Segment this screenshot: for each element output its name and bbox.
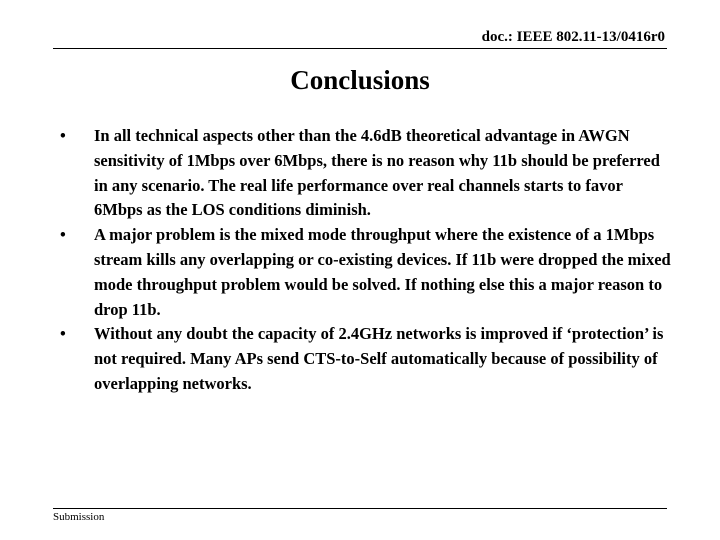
bullet-text: A major problem is the mixed mode throughput where the existence of a 1Mbps stream kills any overlapping or co-existing devices. If 11b were dropped the mixed mode throughput problem would be solved. If nothing else this a major reason to drop 11b.	[94, 225, 671, 319]
bullet-item	[55, 223, 675, 322]
slide-title: Conclusions	[290, 65, 430, 95]
bullet-icon: •	[60, 225, 66, 245]
bullet-text: Without any doubt the capacity of 2.4GHz networks is improved if ‘protection’ is not required. Many APs send CTS-to-Self automatically because of possibility of overlapping networks.	[94, 324, 664, 393]
bullet-list	[55, 124, 675, 397]
bullet-item	[55, 124, 675, 223]
header-divider	[53, 48, 667, 49]
footer-label: Submission	[53, 511, 105, 523]
document-id: doc.: IEEE 802.11-13/0416r0	[481, 29, 665, 45]
bullet-icon: •	[60, 126, 66, 145]
bullet-text: In all technical aspects other than the 4.6dB theoretical advantage in AWGN sensitivity of 1Mbps over 6Mbps, there is no reason why 11b should be preferred in any scenario. The real life performance over real channels starts to favor 6Mbps as the LOS conditions diminish.	[94, 126, 660, 220]
bullet-item	[55, 322, 675, 396]
bullet-icon: •	[60, 324, 66, 344]
footer-divider	[53, 508, 667, 509]
